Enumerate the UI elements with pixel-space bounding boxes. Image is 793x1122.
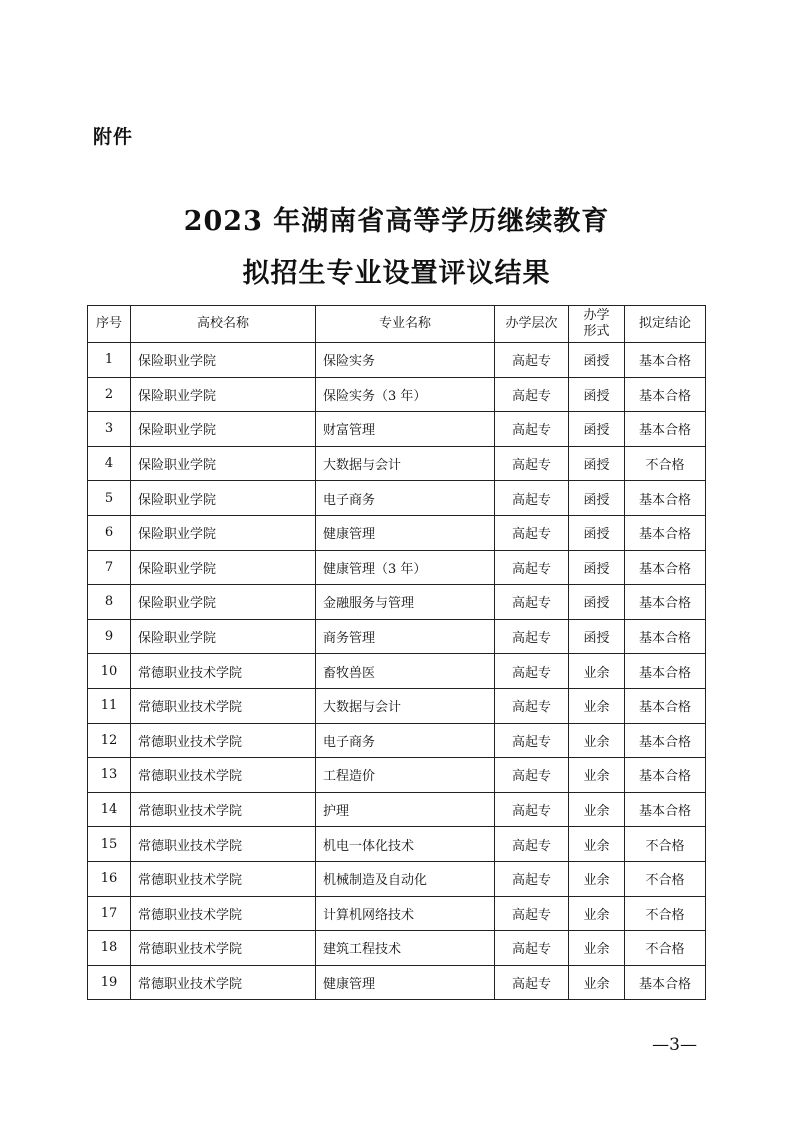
row-level: 高起专 xyxy=(495,654,569,689)
table-row xyxy=(88,412,706,447)
table-row xyxy=(88,481,706,516)
header-school: 高校名称 xyxy=(131,306,316,343)
row-level: 高起专 xyxy=(495,965,569,1000)
header-form-line-2: 形式 xyxy=(583,324,610,339)
table-row xyxy=(88,654,706,689)
row-level: 高起专 xyxy=(495,377,569,412)
row-school: 保险职业学院 xyxy=(131,412,316,447)
row-no: 5 xyxy=(88,481,131,516)
row-major: 机电一体化技术 xyxy=(316,827,495,862)
row-major: 工程造价 xyxy=(316,758,495,793)
row-result: 基本合格 xyxy=(625,965,706,1000)
row-no: 17 xyxy=(88,896,131,931)
row-school: 保险职业学院 xyxy=(131,515,316,550)
row-major: 健康管理（3 年） xyxy=(316,550,495,585)
table-row xyxy=(88,446,706,481)
row-form: 业余 xyxy=(569,827,625,862)
table-row xyxy=(88,965,706,1000)
row-level: 高起专 xyxy=(495,723,569,758)
row-major: 商务管理 xyxy=(316,619,495,654)
row-school: 保险职业学院 xyxy=(131,343,316,378)
row-result: 基本合格 xyxy=(625,377,706,412)
row-school: 常德职业技术学院 xyxy=(131,931,316,966)
row-major: 保险实务 xyxy=(316,343,495,378)
row-no: 12 xyxy=(88,723,131,758)
row-school: 常德职业技术学院 xyxy=(131,654,316,689)
table-row xyxy=(88,792,706,827)
table-row xyxy=(88,377,706,412)
row-major: 护理 xyxy=(316,792,495,827)
row-no: 6 xyxy=(88,515,131,550)
row-result: 基本合格 xyxy=(625,343,706,378)
row-no: 3 xyxy=(88,412,131,447)
document-title-line-1: 2023 年湖南省高等学历继续教育 xyxy=(183,206,610,237)
row-result: 基本合格 xyxy=(625,723,706,758)
row-form: 函授 xyxy=(569,343,625,378)
row-level: 高起专 xyxy=(495,931,569,966)
table-row xyxy=(88,896,706,931)
table-row xyxy=(88,550,706,585)
row-form: 业余 xyxy=(569,758,625,793)
row-level: 高起专 xyxy=(495,446,569,481)
row-school: 保险职业学院 xyxy=(131,377,316,412)
row-form: 函授 xyxy=(569,481,625,516)
row-level: 高起专 xyxy=(495,861,569,896)
row-form: 业余 xyxy=(569,931,625,966)
row-level: 高起专 xyxy=(495,343,569,378)
header-form-line-1: 办学 xyxy=(583,308,610,323)
row-school: 保险职业学院 xyxy=(131,550,316,585)
row-school: 常德职业技术学院 xyxy=(131,758,316,793)
row-major: 大数据与会计 xyxy=(316,446,495,481)
row-result: 基本合格 xyxy=(625,758,706,793)
row-no: 10 xyxy=(88,654,131,689)
header-no: 序号 xyxy=(88,306,131,343)
attachment-label: 附件 xyxy=(93,126,134,148)
row-school: 常德职业技术学院 xyxy=(131,827,316,862)
table-row xyxy=(88,723,706,758)
row-no: 11 xyxy=(88,688,131,723)
row-no: 7 xyxy=(88,550,131,585)
row-level: 高起专 xyxy=(495,792,569,827)
row-no: 14 xyxy=(88,792,131,827)
row-form: 业余 xyxy=(569,792,625,827)
header-form xyxy=(569,306,625,343)
header-level: 办学层次 xyxy=(495,306,569,343)
row-no: 19 xyxy=(88,965,131,1000)
row-result: 不合格 xyxy=(625,827,706,862)
result-table xyxy=(87,305,706,1000)
row-school: 常德职业技术学院 xyxy=(131,792,316,827)
row-major: 财富管理 xyxy=(316,412,495,447)
row-major: 机械制造及自动化 xyxy=(316,861,495,896)
row-result: 基本合格 xyxy=(625,688,706,723)
row-major: 计算机网络技术 xyxy=(316,896,495,931)
row-school: 常德职业技术学院 xyxy=(131,896,316,931)
row-major: 电子商务 xyxy=(316,481,495,516)
header-major: 专业名称 xyxy=(316,306,495,343)
table-row xyxy=(88,758,706,793)
row-result: 基本合格 xyxy=(625,792,706,827)
row-major: 大数据与会计 xyxy=(316,688,495,723)
row-major: 健康管理 xyxy=(316,965,495,1000)
row-form: 函授 xyxy=(569,550,625,585)
row-result: 不合格 xyxy=(625,931,706,966)
row-form: 函授 xyxy=(569,446,625,481)
row-result: 基本合格 xyxy=(625,550,706,585)
row-form: 业余 xyxy=(569,896,625,931)
row-level: 高起专 xyxy=(495,515,569,550)
row-form: 函授 xyxy=(569,619,625,654)
row-no: 16 xyxy=(88,861,131,896)
row-no: 1 xyxy=(88,343,131,378)
table-row xyxy=(88,515,706,550)
row-form: 业余 xyxy=(569,688,625,723)
row-school: 常德职业技术学院 xyxy=(131,965,316,1000)
row-result: 不合格 xyxy=(625,896,706,931)
row-major: 电子商务 xyxy=(316,723,495,758)
row-form: 业余 xyxy=(569,723,625,758)
row-major: 畜牧兽医 xyxy=(316,654,495,689)
row-level: 高起专 xyxy=(495,412,569,447)
row-level: 高起专 xyxy=(495,688,569,723)
table-row xyxy=(88,861,706,896)
row-result: 基本合格 xyxy=(625,654,706,689)
table-header-row xyxy=(88,306,706,343)
row-school: 保险职业学院 xyxy=(131,585,316,620)
row-result: 基本合格 xyxy=(625,619,706,654)
table-row xyxy=(88,619,706,654)
table-row xyxy=(88,827,706,862)
row-result: 基本合格 xyxy=(625,585,706,620)
row-major: 金融服务与管理 xyxy=(316,585,495,620)
row-no: 4 xyxy=(88,446,131,481)
row-result: 基本合格 xyxy=(625,515,706,550)
document-title-line-2: 拟招生专业设置评议结果 xyxy=(242,258,551,289)
row-school: 保险职业学院 xyxy=(131,446,316,481)
row-result: 基本合格 xyxy=(625,412,706,447)
row-no: 8 xyxy=(88,585,131,620)
row-school: 常德职业技术学院 xyxy=(131,688,316,723)
page-number: —3— xyxy=(652,1035,697,1055)
row-form: 函授 xyxy=(569,377,625,412)
table-row xyxy=(88,585,706,620)
row-level: 高起专 xyxy=(495,896,569,931)
row-form: 业余 xyxy=(569,965,625,1000)
row-major: 保险实务（3 年） xyxy=(316,377,495,412)
row-no: 15 xyxy=(88,827,131,862)
table-row xyxy=(88,343,706,378)
row-level: 高起专 xyxy=(495,758,569,793)
row-school: 保险职业学院 xyxy=(131,619,316,654)
row-major: 健康管理 xyxy=(316,515,495,550)
table-row xyxy=(88,931,706,966)
table-row xyxy=(88,688,706,723)
row-school: 保险职业学院 xyxy=(131,481,316,516)
row-school: 常德职业技术学院 xyxy=(131,861,316,896)
row-no: 18 xyxy=(88,931,131,966)
row-no: 9 xyxy=(88,619,131,654)
row-school: 常德职业技术学院 xyxy=(131,723,316,758)
header-result: 拟定结论 xyxy=(625,306,706,343)
row-result: 不合格 xyxy=(625,446,706,481)
row-form: 函授 xyxy=(569,585,625,620)
row-level: 高起专 xyxy=(495,550,569,585)
row-level: 高起专 xyxy=(495,481,569,516)
row-form: 函授 xyxy=(569,412,625,447)
row-major: 建筑工程技术 xyxy=(316,931,495,966)
row-result: 基本合格 xyxy=(625,481,706,516)
row-level: 高起专 xyxy=(495,827,569,862)
row-no: 13 xyxy=(88,758,131,793)
row-result: 不合格 xyxy=(625,861,706,896)
row-no: 2 xyxy=(88,377,131,412)
row-level: 高起专 xyxy=(495,585,569,620)
row-level: 高起专 xyxy=(495,619,569,654)
row-form: 函授 xyxy=(569,515,625,550)
table-body xyxy=(88,343,706,1000)
row-form: 业余 xyxy=(569,654,625,689)
row-form: 业余 xyxy=(569,861,625,896)
